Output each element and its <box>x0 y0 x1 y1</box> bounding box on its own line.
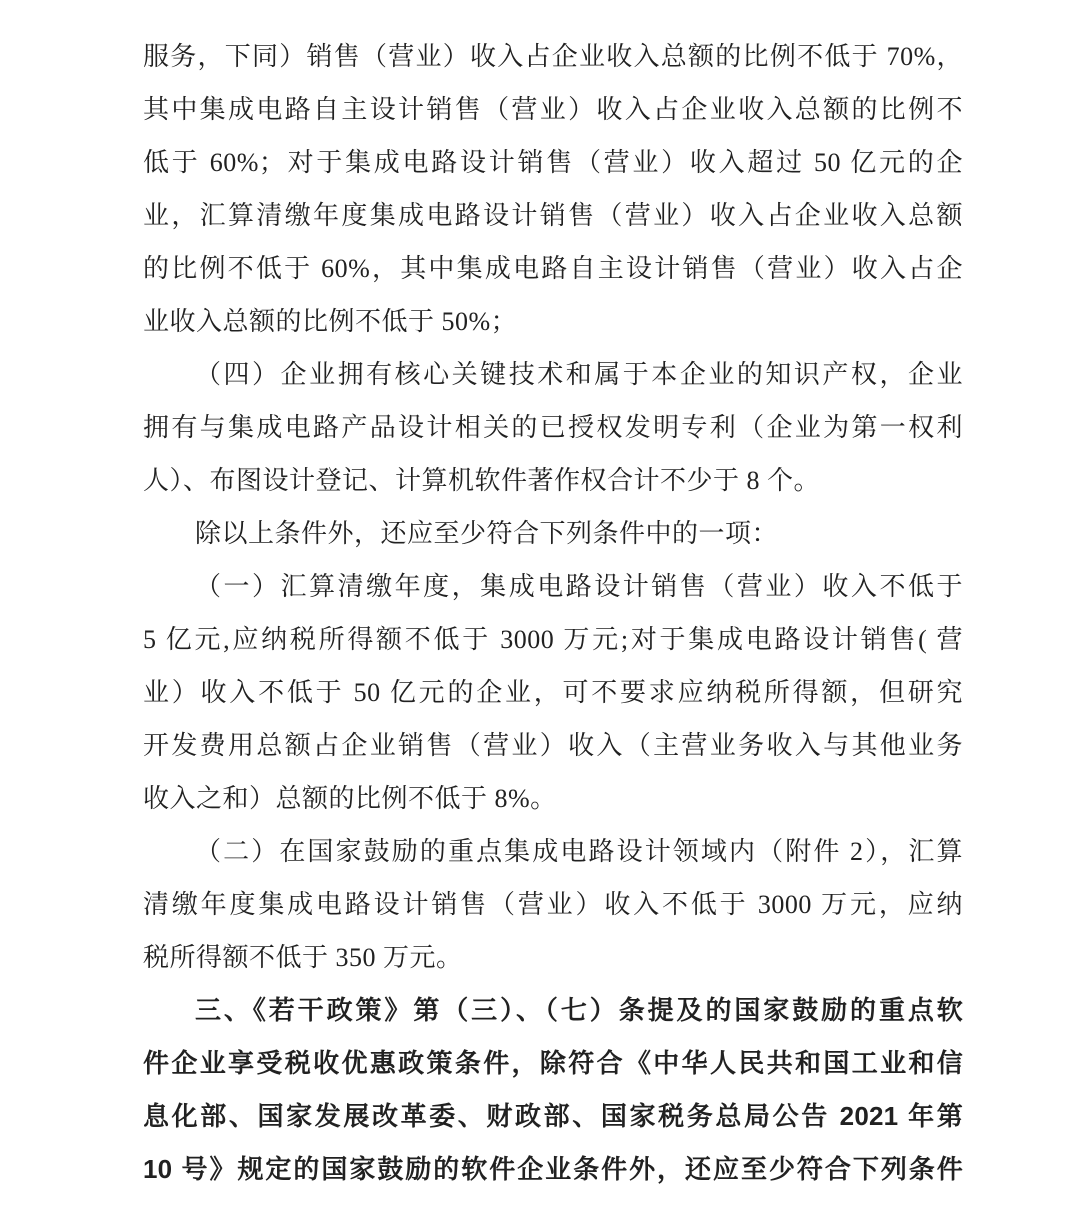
text-line: 10 号》规定的国家鼓励的软件企业条件外，还应至少符合下列条件 <box>143 1154 963 1184</box>
text-line: （四）企业拥有核心关键技术和属于本企业的知识产权，企业 <box>195 360 963 389</box>
text-line: 三、《若干政策》第（三）、（七）条提及的国家鼓励的重点软 <box>195 995 963 1025</box>
text-line: 业）收入不低于 50 亿元的企业，可不要求应纳税所得额，但研究 <box>143 678 963 707</box>
text-line: 的比例不低于 60%，其中集成电路自主设计销售（营业）收入占企 <box>143 254 963 283</box>
text-line: 5 亿元,应纳税所得额不低于 3000 万元;对于集成电路设计销售( 营 <box>143 625 963 654</box>
text-line: 件企业享受税收优惠政策条件，除符合《中华人民共和国工业和信 <box>143 1048 963 1078</box>
text-line: 业收入总额的比例不低于 50%； <box>143 307 518 336</box>
text-line: 清缴年度集成电路设计销售（营业）收入不低于 3000 万元，应纳 <box>143 890 963 919</box>
text-line: 收入之和）总额的比例不低于 8%。 <box>143 784 557 813</box>
text-line: 服务，下同）销售（营业）收入占企业收入总额的比例不低于 70%， <box>143 42 963 71</box>
text-line: 低于 60%；对于集成电路设计销售（营业）收入超过 50 亿元的企 <box>143 148 963 177</box>
text-line: （二）在国家鼓励的重点集成电路设计领域内（附件 2），汇算 <box>195 837 963 866</box>
text-line: 税所得额不低于 350 万元。 <box>143 943 463 972</box>
text-line: 其中集成电路自主设计销售（营业）收入占企业收入总额的比例不 <box>143 95 963 124</box>
text-line: 除以上条件外，还应至少符合下列条件中的一项： <box>195 519 779 548</box>
text-line: 开发费用总额占企业销售（营业）收入（主营业务收入与其他业务 <box>143 731 963 760</box>
text-line: （一）汇算清缴年度，集成电路设计销售（营业）收入不低于 <box>195 572 963 601</box>
text-line: 人）、布图设计登记、计算机软件著作权合计不少于 8 个。 <box>143 466 821 495</box>
text-line: 拥有与集成电路产品设计相关的已授权发明专利（企业为第一权利 <box>143 413 963 442</box>
text-line: 息化部、国家发展改革委、财政部、国家税务总局公告 2021 年第 <box>143 1101 963 1131</box>
text-column <box>143 30 963 1196</box>
text-line: 业，汇算清缴年度集成电路设计销售（营业）收入占企业收入总额 <box>143 201 963 230</box>
